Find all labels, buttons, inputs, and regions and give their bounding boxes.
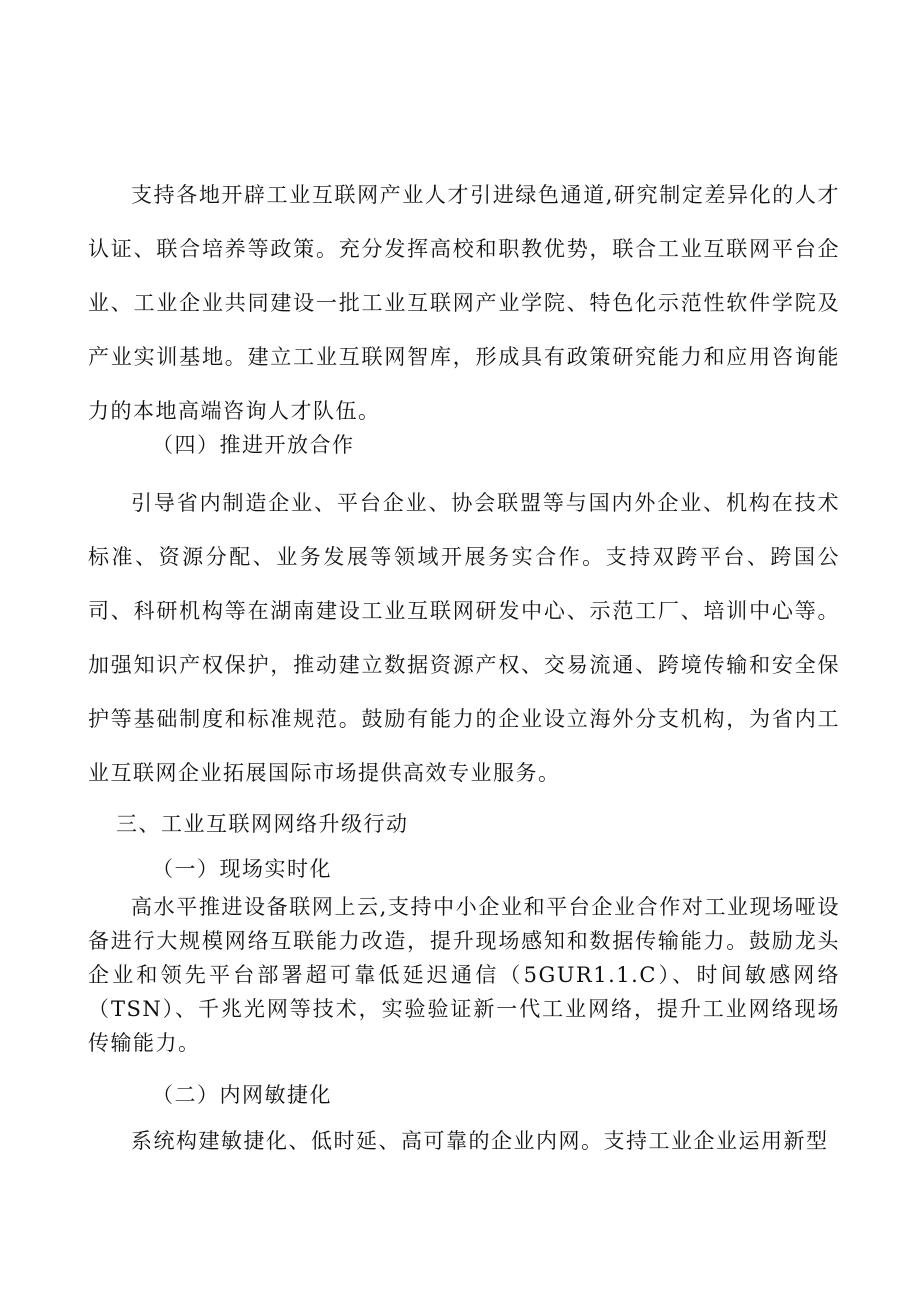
section-heading-network-upgrade: 三、工业互联网网络升级行动	[116, 812, 409, 836]
paragraph-talent-policy: 支持各地开辟工业互联网产业人才引进绿色通道,研究制定差异化的人才认证、联合培养等政策。充分发挥高校和职教优势，联合工业互联网平台企业、工业企业共同建设一批工业互联网产业学院、特色化示范性软件学院及产业实训基地。建立工业互联网智库，形成具有政策研究能力和应用咨询能力的本地高端咨询人才队伍。	[88, 183, 840, 423]
heading-open-cooperation: （四）推进开放合作	[152, 433, 355, 457]
paragraph-intranet-agile: 系统构建敏捷化、低时延、高可靠的企业内网。支持工业企业运用新型	[131, 1129, 829, 1153]
heading-onsite-realtime: （一）现场实时化	[152, 857, 332, 881]
paragraph-onsite-realtime: 高水平推进设备联网上云,支持中小企业和平台企业合作对工业现场哑设备进行大规模网络互联能力改造，提升现场感知和数据传输能力。鼓励龙头企业和领先平台部署超可靠低延迟通信（5GUR1.1.C）、时间敏感网络（TSN）、千兆光网等技术，实验验证新一代工业网络，提升工业网络现场传输能力。	[88, 895, 840, 1055]
heading-intranet-agile: （二）内网敏捷化	[152, 1083, 332, 1107]
paragraph-open-cooperation: 引导省内制造企业、平台企业、协会联盟等与国内外企业、机构在技术标准、资源分配、业务发展等领域开展务实合作。支持双跨平台、跨国公司、科研机构等在湖南建设工业互联网研发中心、示范工厂、培训中心等。加强知识产权保护，推动建立数据资源产权、交易流通、跨境传输和安全保护等基础制度和标准规范。鼓励有能力的企业设立海外分支机构，为省内工业互联网企业拓展国际市场提供高效专业服务。	[88, 491, 840, 785]
